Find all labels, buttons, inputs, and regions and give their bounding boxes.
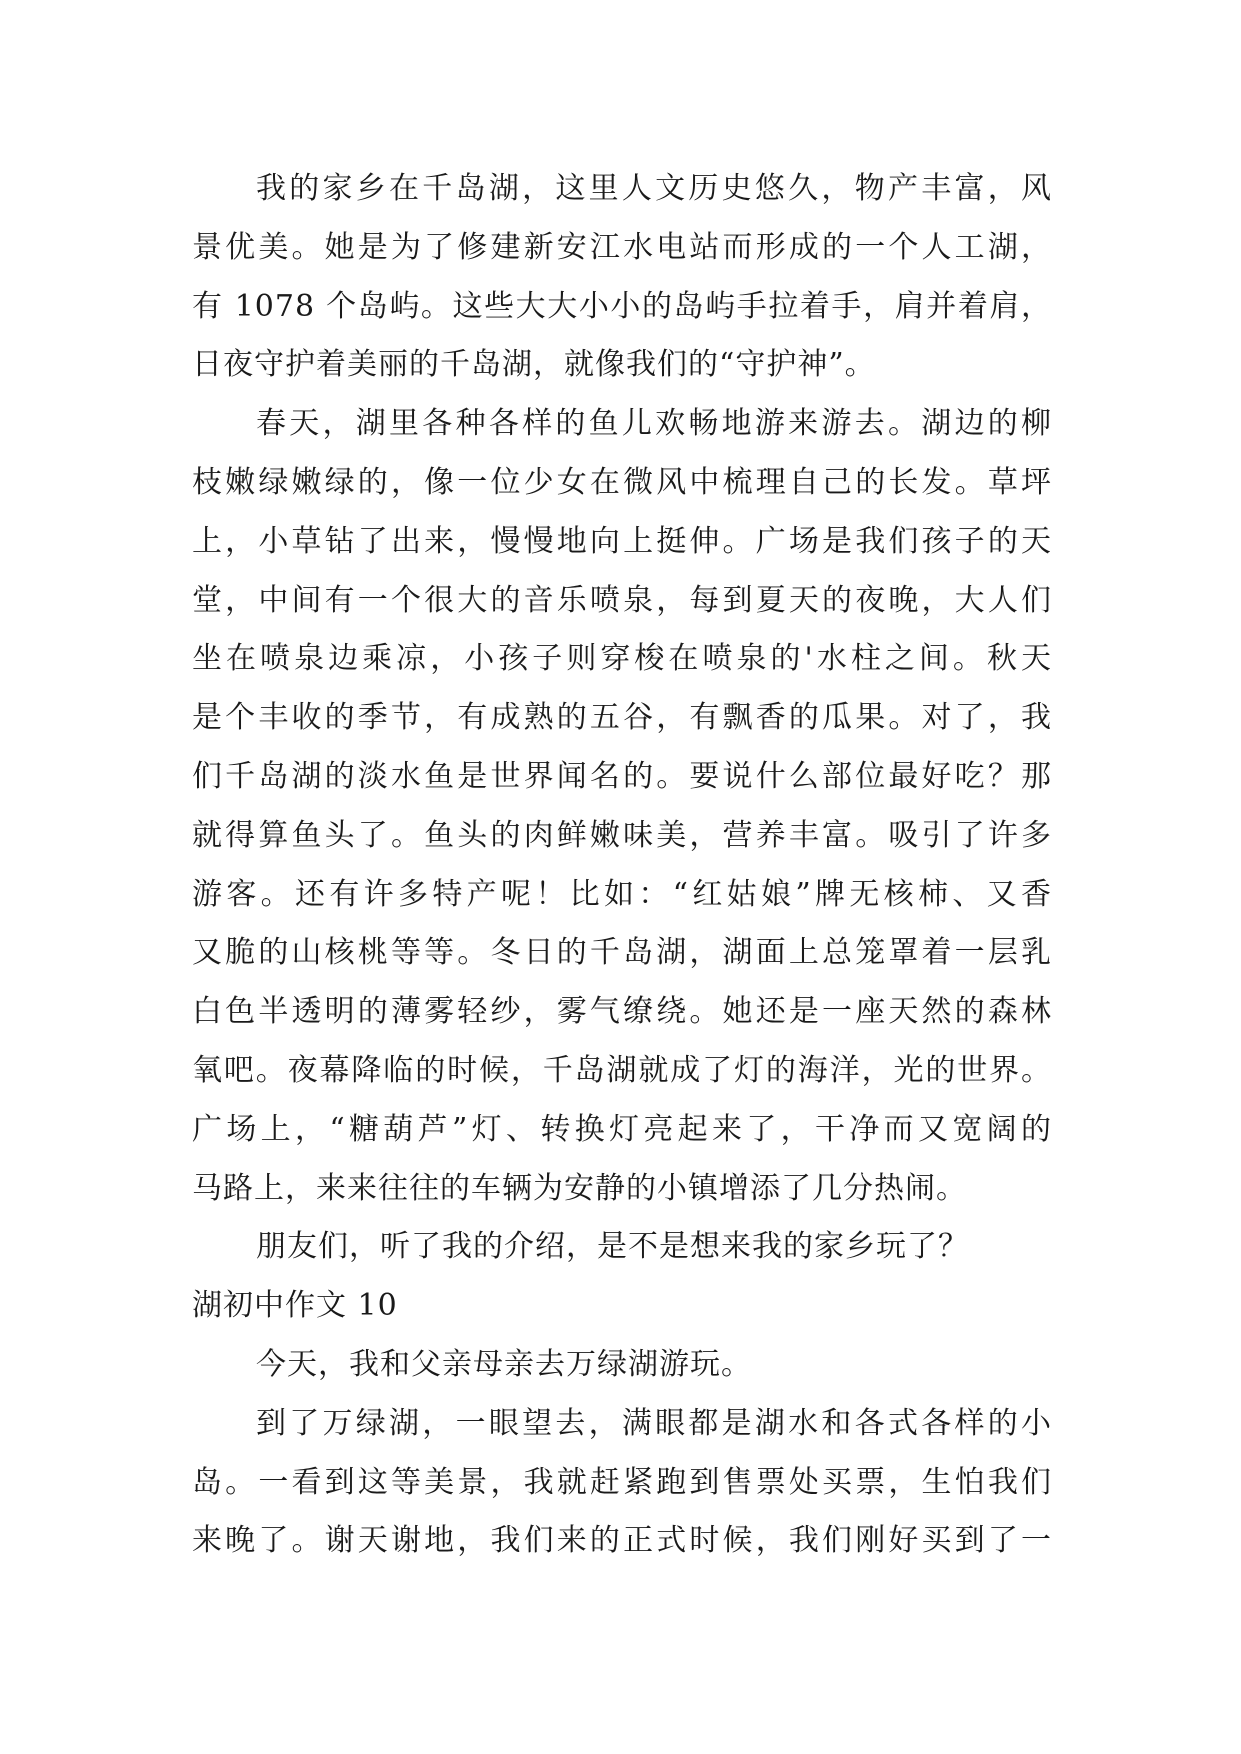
text-line: 到了万绿湖，一眼望去，满眼都是湖水和各式各样的小 bbox=[256, 1405, 1052, 1441]
text-line: 又脆的山核桃等等。冬日的千岛湖，湖面上总笼罩着一层乳 bbox=[192, 935, 1052, 971]
text-line: 今天，我和父亲母亲去万绿湖游玩。 bbox=[256, 1346, 752, 1382]
text-line: 春天，湖里各种各样的鱼儿欢畅地游来游去。湖边的柳 bbox=[256, 406, 1052, 442]
paragraph bbox=[192, 160, 1052, 395]
text-line: 我的家乡在千岛湖，这里人文历史悠久，物产丰富，风 bbox=[256, 171, 1052, 206]
heading-text: 湖初中作文 10 bbox=[192, 1288, 398, 1324]
text-line: 日夜守护着美丽的千岛湖，就像我们的“守护神”。 bbox=[192, 347, 876, 383]
text-line: 枝嫩绿嫩绿的，像一位少女在微风中梳理自己的长发。草坪 bbox=[192, 464, 1052, 500]
text-line: 是个丰收的季节，有成熟的五谷，有飘香的瓜果。对了，我 bbox=[192, 700, 1052, 736]
text-line: 游客。还有许多特产呢！比如：“红姑娘”牌无核柿、又香 bbox=[192, 876, 1052, 912]
text-line: 堂，中间有一个很大的音乐喷泉，每到夏天的夜晚，大人们 bbox=[192, 582, 1052, 618]
paragraph bbox=[192, 1218, 1052, 1277]
paragraph bbox=[192, 395, 1052, 1218]
text-line: 马路上，来来往往的车辆为安静的小镇增添了几分热闹。 bbox=[192, 1170, 967, 1206]
text-line: 氧吧。夜幕降临的时候，千岛湖就成了灯的海洋，光的世界。 bbox=[192, 1052, 1052, 1088]
text-line: 朋友们，听了我的介绍，是不是想来我的家乡玩了？ bbox=[256, 1229, 969, 1265]
text-line: 就得算鱼头了。鱼头的肉鲜嫩味美，营养丰富。吸引了许多 bbox=[192, 817, 1052, 853]
text-line: 景优美。她是为了修建新安江水电站而形成的一个人工湖， bbox=[192, 229, 1052, 265]
paragraph bbox=[192, 1395, 1052, 1571]
text-line: 广场上，“糖葫芦”灯、转换灯亮起来了，干净而又宽阔的 bbox=[192, 1111, 1052, 1147]
document-body bbox=[192, 160, 1052, 1571]
text-line: 坐在喷泉边乘凉，小孩子则穿梭在喷泉的'水柱之间。秋天 bbox=[192, 641, 1052, 677]
section-heading bbox=[192, 1277, 1052, 1336]
text-line: 岛。一看到这等美景，我就赶紧跑到售票处买票，生怕我们 bbox=[192, 1464, 1052, 1500]
text-line: 来晚了。谢天谢地，我们来的正式时候，我们刚好买到了一 bbox=[192, 1523, 1052, 1559]
text-line: 有 1078 个岛屿。这些大大小小的岛屿手拉着手，肩并着肩， bbox=[192, 288, 1052, 324]
text-line: 们千岛湖的淡水鱼是世界闻名的。要说什么部位最好吃？那 bbox=[192, 758, 1052, 794]
text-line: 白色半透明的薄雾轻纱，雾气缭绕。她还是一座天然的森林 bbox=[192, 994, 1052, 1030]
paragraph bbox=[192, 1336, 1052, 1395]
text-line: 上，小草钻了出来，慢慢地向上挺伸。广场是我们孩子的天 bbox=[192, 523, 1052, 559]
